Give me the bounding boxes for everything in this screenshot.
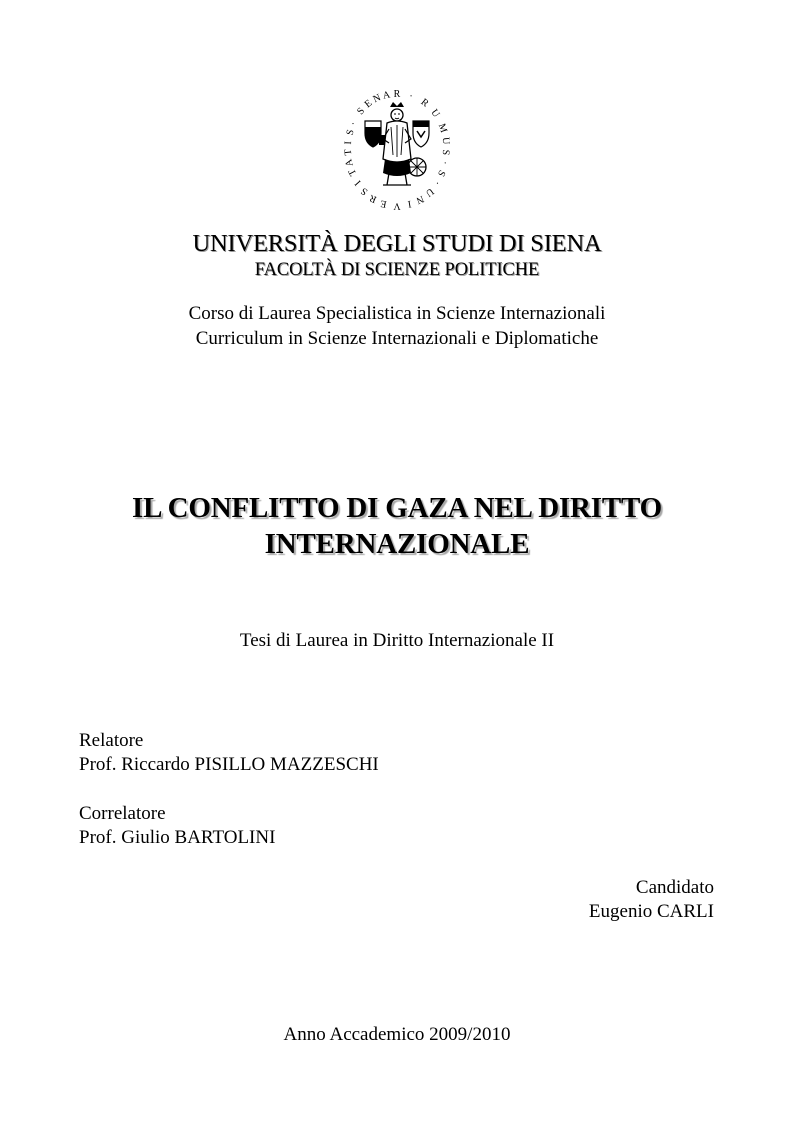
candidate-name: Eugenio CARLI bbox=[588, 901, 714, 922]
correlatore-name: Prof. Giulio BARTOLINI bbox=[79, 827, 276, 848]
svg-text:E: E bbox=[379, 197, 388, 210]
correlatore-label: Correlatore bbox=[79, 803, 166, 824]
university-name: UNIVERSITÀ DEGLI STUDI DI SIENA bbox=[192, 230, 602, 257]
svg-text:T: T bbox=[343, 148, 355, 156]
svg-text:S: S bbox=[439, 148, 451, 156]
svg-text:I: I bbox=[352, 177, 364, 188]
svg-text:S: S bbox=[355, 105, 368, 118]
svg-text:U: U bbox=[428, 107, 442, 120]
svg-text:I: I bbox=[406, 197, 413, 210]
svg-text:R: R bbox=[393, 89, 401, 100]
svg-text:U: U bbox=[423, 185, 436, 199]
svg-text:N: N bbox=[371, 92, 383, 106]
relatore-label: Relatore bbox=[79, 730, 144, 751]
svg-text:R: R bbox=[418, 96, 431, 110]
university-seal-icon bbox=[343, 85, 451, 213]
svg-text:·: · bbox=[438, 159, 451, 166]
curriculum-name: Curriculum in Scienze Internazionali e Diplomatiche bbox=[195, 328, 599, 349]
svg-text:·: · bbox=[348, 119, 360, 128]
svg-text:S: S bbox=[435, 168, 448, 179]
svg-text:T: T bbox=[346, 166, 360, 178]
svg-text:S: S bbox=[359, 184, 370, 198]
thesis-subtitle: Tesi di Laurea in Diritto Internazionale II bbox=[239, 630, 555, 651]
svg-text:R: R bbox=[367, 191, 379, 205]
svg-text:I: I bbox=[343, 141, 355, 145]
svg-text:U: U bbox=[439, 136, 451, 145]
svg-text:A: A bbox=[343, 157, 356, 168]
academic-year: Anno Accademico 2009/2010 bbox=[283, 1024, 511, 1045]
thesis-title-line-1: IL CONFLITTO DI GAZA NEL DIRITTO bbox=[131, 492, 662, 524]
svg-text:M: M bbox=[435, 122, 449, 135]
course-name: Corso di Laurea Specialistica in Scienze Internazionali bbox=[188, 303, 606, 324]
relatore-name: Prof. Riccardo PISILLO MAZZESCHI bbox=[79, 754, 379, 775]
svg-text:A: A bbox=[381, 89, 392, 102]
svg-text:E: E bbox=[362, 97, 375, 111]
candidate-label: Candidato bbox=[635, 877, 714, 898]
svg-text:N: N bbox=[414, 192, 426, 206]
svg-text:V: V bbox=[393, 200, 401, 211]
svg-text:S: S bbox=[344, 128, 357, 137]
faculty-name: FACOLTÀ DI SCIENZE POLITICHE bbox=[254, 260, 540, 280]
svg-text:·: · bbox=[407, 90, 415, 103]
thesis-title-line-2: INTERNAZIONALE bbox=[264, 528, 530, 560]
svg-text:·: · bbox=[431, 177, 443, 188]
